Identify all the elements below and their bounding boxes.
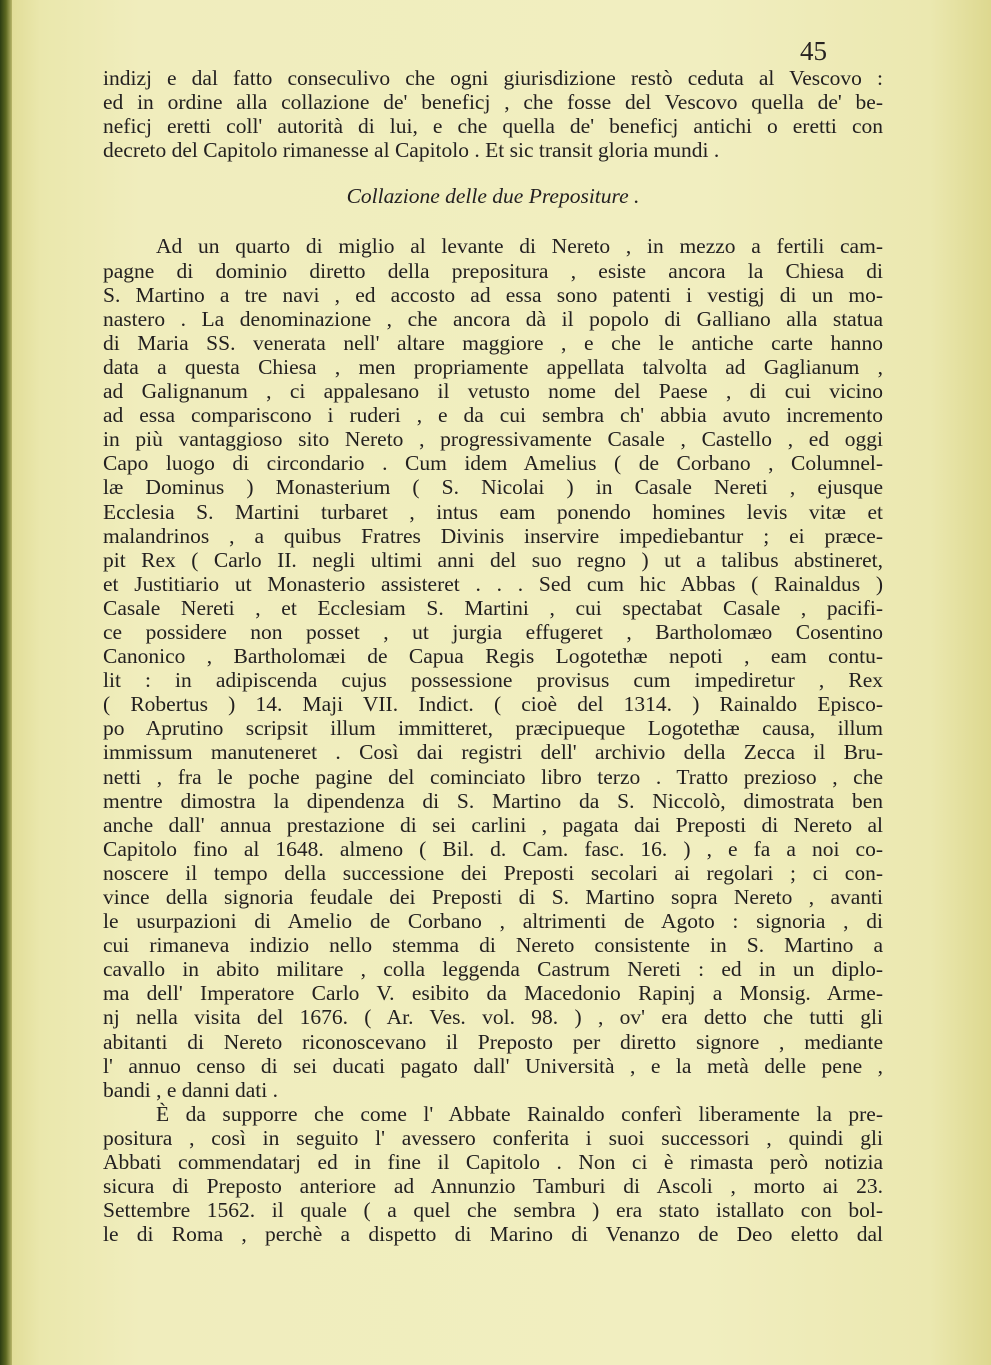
text-line: anche dall' annua prestazione di sei carlini , pagata dai Preposti di Nereto al bbox=[103, 812, 883, 837]
text-line: S. Martino a tre navi , ed accosto ad essa sono patenti i vestigj di un mo- bbox=[103, 282, 883, 307]
text-line: læ Dominus ) Monasterium ( S. Nicolai ) in Casale Nereti , ejusque bbox=[103, 475, 883, 500]
text-line: Abbati commendatarj ed in fine il Capitolo . Non ci è rimasta però notizia bbox=[103, 1150, 883, 1175]
text-line: immissum manuteneret . Così dai registri dell' archivio della Zecca il Bru- bbox=[103, 740, 883, 765]
text-line: È da supporre che come l' Abbate Rainaldo conferì liberamente la pre- bbox=[156, 1101, 883, 1126]
text-line: Ad un quarto di miglio al levante di Nereto , in mezzo a fertili cam- bbox=[156, 234, 883, 259]
text-line: noscere il tempo della successione dei Preposti secolari ai regolari ; ci con- bbox=[103, 860, 883, 885]
text-line: netti , fra le poche pagine del cominciato libro terzo . Tratto prezioso , che bbox=[103, 764, 883, 789]
text-line: cavallo in abito militare , colla leggenda Castrum Nereti : ed in un diplo- bbox=[103, 957, 883, 982]
text-line: Capitolo fino al 1648. almeno ( Bil. d. Cam. fasc. 16. ) , e fa a noi co- bbox=[103, 836, 883, 861]
text-line: bandi , e danni dati . bbox=[103, 1077, 278, 1102]
text-line: et Justitiario ut Monasterio assisteret . . . Sed cum hic Abbas ( Rainaldus ) bbox=[103, 571, 883, 596]
text-line: indizj e dal fatto conseculivo che ogni giurisdizione restò ceduta al Vescovo : bbox=[103, 66, 883, 90]
text-line: l' annuo censo di sei ducati pagato dall' Università , e la metà delle pene , bbox=[103, 1053, 883, 1078]
text-line: ad essa compariscono i ruderi , e da cui sembra ch' abbia avuto incremento bbox=[103, 403, 883, 428]
text-line: Canonico , Bartholomæi de Capua Regis Logotethæ nepoti , eam contu- bbox=[103, 644, 883, 669]
text-line: pit Rex ( Carlo II. negli ultimi anni del suo regno ) ut a talibus abstineret, bbox=[103, 547, 883, 572]
text-line: ad Galignanum , ci appalesano il vetusto nome del Paese , di cui vicino bbox=[103, 379, 883, 404]
text-line: nastero . La denominazione , che ancora dà il popolo di Galliano alla statua bbox=[103, 306, 883, 331]
text-line: Settembre 1562. il quale ( a quel che sembra ) era stato istallato con bol- bbox=[103, 1198, 883, 1223]
text-line: di Maria SS. venerata nell' altare maggiore , e che le antiche carte hanno bbox=[103, 330, 883, 355]
text-line: nj nella visita del 1676. ( Ar. Ves. vol. 98. ) , ov' era detto che tutti gli bbox=[103, 1005, 883, 1030]
text-line: ma dell' Imperatore Carlo V. esibito da Macedonio Rapinj a Monsig. Arme- bbox=[103, 981, 883, 1006]
text-line: decreto del Capitolo rimanesse al Capitolo . Et sic transit gloria mundi . bbox=[103, 138, 720, 163]
text-line: in più vantaggioso sito Nereto , progressivamente Casale , Castello , ed oggi bbox=[103, 427, 883, 452]
page-body bbox=[103, 66, 883, 1246]
book-gutter-shadow bbox=[0, 0, 12, 1365]
page-number: 45 bbox=[800, 36, 827, 66]
text-line: le usurpazioni di Amelio de Corbano , altrimenti de Agoto : signoria , di bbox=[103, 909, 883, 934]
text-line: vince della signoria feudale dei Preposti di S. Martino sopra Nereto , avanti bbox=[103, 885, 883, 909]
text-line: po Aprutino scripsit illum immitteret, præcipueque Logotethæ causa, illum bbox=[103, 716, 883, 741]
text-line: le di Roma , perchè a dispetto di Marino di Venanzo de Deo eletto dal bbox=[103, 1222, 883, 1247]
text-line: lit : in adipiscenda cujus possessione provisus cum impediretur , Rex bbox=[103, 668, 883, 693]
text-line: malandrinos , a quibus Fratres Divinis inservire impediebantur ; ei præce- bbox=[103, 523, 883, 548]
text-line: mentre dimostra la dipendenza di S. Martino da S. Niccolò, dimostrata ben bbox=[103, 788, 883, 813]
text-line: neficj eretti coll' autorità di lui, e che quella de' beneficj antichi o eretti con bbox=[103, 114, 883, 139]
text-line: sicura di Preposto anteriore ad Annunzio Tamburi di Ascoli , morto ai 23. bbox=[103, 1174, 883, 1199]
text-line: Casale Nereti , et Ecclesiam S. Martini , cui spectabat Casale , pacifi- bbox=[103, 595, 883, 620]
text-line: Ecclesia S. Martini turbaret , intus eam ponendo homines levis vitæ et bbox=[103, 499, 883, 524]
text-line: cui rimaneva indizio nello stemma di Nereto consistente in S. Martino a bbox=[103, 933, 883, 958]
text-line: ( Robertus ) 14. Maji VII. Indict. ( cioè del 1314. ) Rainaldo Episco- bbox=[103, 692, 883, 717]
text-line: ce possidere non posset , ut jurgia effugeret , Bartholomæo Cosentino bbox=[103, 619, 883, 644]
text-line: ed in ordine alla collazione de' beneficj , che fosse del Vescovo quella de' be- bbox=[103, 90, 883, 115]
text-line: data a questa Chiesa , men propriamente appellata talvolta ad Gaglianum , bbox=[103, 354, 883, 379]
text-line: pagne di dominio diretto della prepositura , esiste ancora la Chiesa di bbox=[103, 258, 883, 283]
text-line: positura , così in seguito l' avessero conferita i suoi successori , quindi gli bbox=[103, 1125, 883, 1150]
section-heading: Collazione delle due Prepositure . bbox=[346, 184, 640, 209]
text-line: Capo luogo di circondario . Cum idem Amelius ( de Corbano , Columnel- bbox=[103, 451, 883, 476]
text-line: abitanti di Nereto riconoscevano il Preposto per diretto signore , mediante bbox=[103, 1029, 883, 1054]
